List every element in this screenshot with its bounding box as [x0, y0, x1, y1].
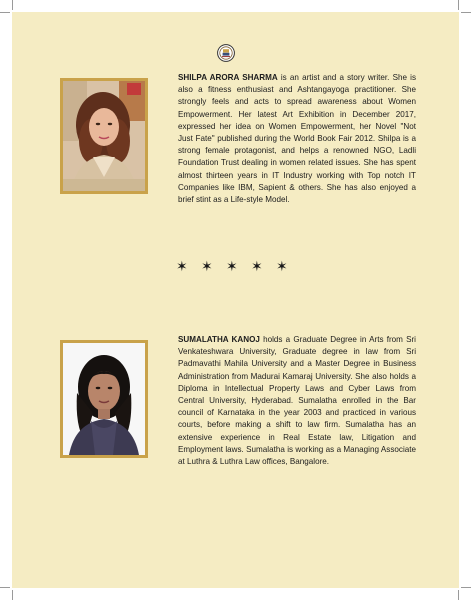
profile-photo-shilpa	[60, 78, 148, 194]
profile-description: holds a Graduate Degree in Arts from Sri Venkateshwara University, Graduate degree in law from Sri Padmavathi Mahila University and a Master Degree in Business Administration from Madurai Kamaraj University. She also holds a Diploma in Intellectual Property Laws and Cyber Laws from Central University, Hyderabad. Sumalatha enrolled in the Bar council of Karnataka in the year 2003 and practiced in various courts, before making a shift to law firm. Sumalatha has an extensive experience in Real Estate law, Litigation and Employment laws. Sumalatha is working as a Managing Associate at Luthra & Luthra Law offices, Bangalore.	[178, 335, 416, 467]
profile-description: is an artist and a story writer. She is also a fitness enthusiast and Ashtangayoga practitioner. She strongly feels and acts to spread awareness about Women Empowerment. Her latest Art Exhibition in December 2017, expressed her idea on Women Empowerment, her Novel "Not Just Fate" published during the World Book Fair 2012. Shilpa is a strong female protagonist, and helps a renowned NGO, Ladli Foundation Trust dealing in women related issues. She has spent almost thirteen years in IT Industry working with Top notch IT Companies like IBM, Sapient & others. She has also enjoyed a brief stint as a Life-style Model.	[178, 73, 416, 205]
crop-mark	[458, 590, 459, 600]
profile-photo-sumalatha	[60, 340, 148, 458]
profile-name: SUMALATHA KANOJ	[178, 335, 260, 344]
star-icon: ✶	[276, 259, 288, 275]
crop-mark	[461, 587, 471, 588]
crop-mark	[0, 587, 10, 588]
profile-name: SHILPA ARORA SHARMA	[178, 73, 278, 82]
star-icon: ✶	[226, 259, 238, 275]
crop-mark	[461, 12, 471, 13]
woman-portrait-icon	[63, 343, 145, 455]
star-icon: ✶	[251, 259, 263, 275]
profile-bio-shilpa	[178, 72, 416, 206]
star-separator	[176, 260, 296, 274]
star-icon: ✶	[176, 259, 188, 275]
crop-mark	[0, 12, 10, 13]
woman-portrait-icon	[63, 81, 145, 191]
seal-emblem-icon	[217, 44, 235, 62]
star-icon: ✶	[201, 259, 213, 275]
crop-mark	[458, 0, 459, 10]
crop-mark	[12, 0, 13, 10]
profile-bio-sumalatha	[178, 334, 416, 468]
crop-mark	[12, 590, 13, 600]
